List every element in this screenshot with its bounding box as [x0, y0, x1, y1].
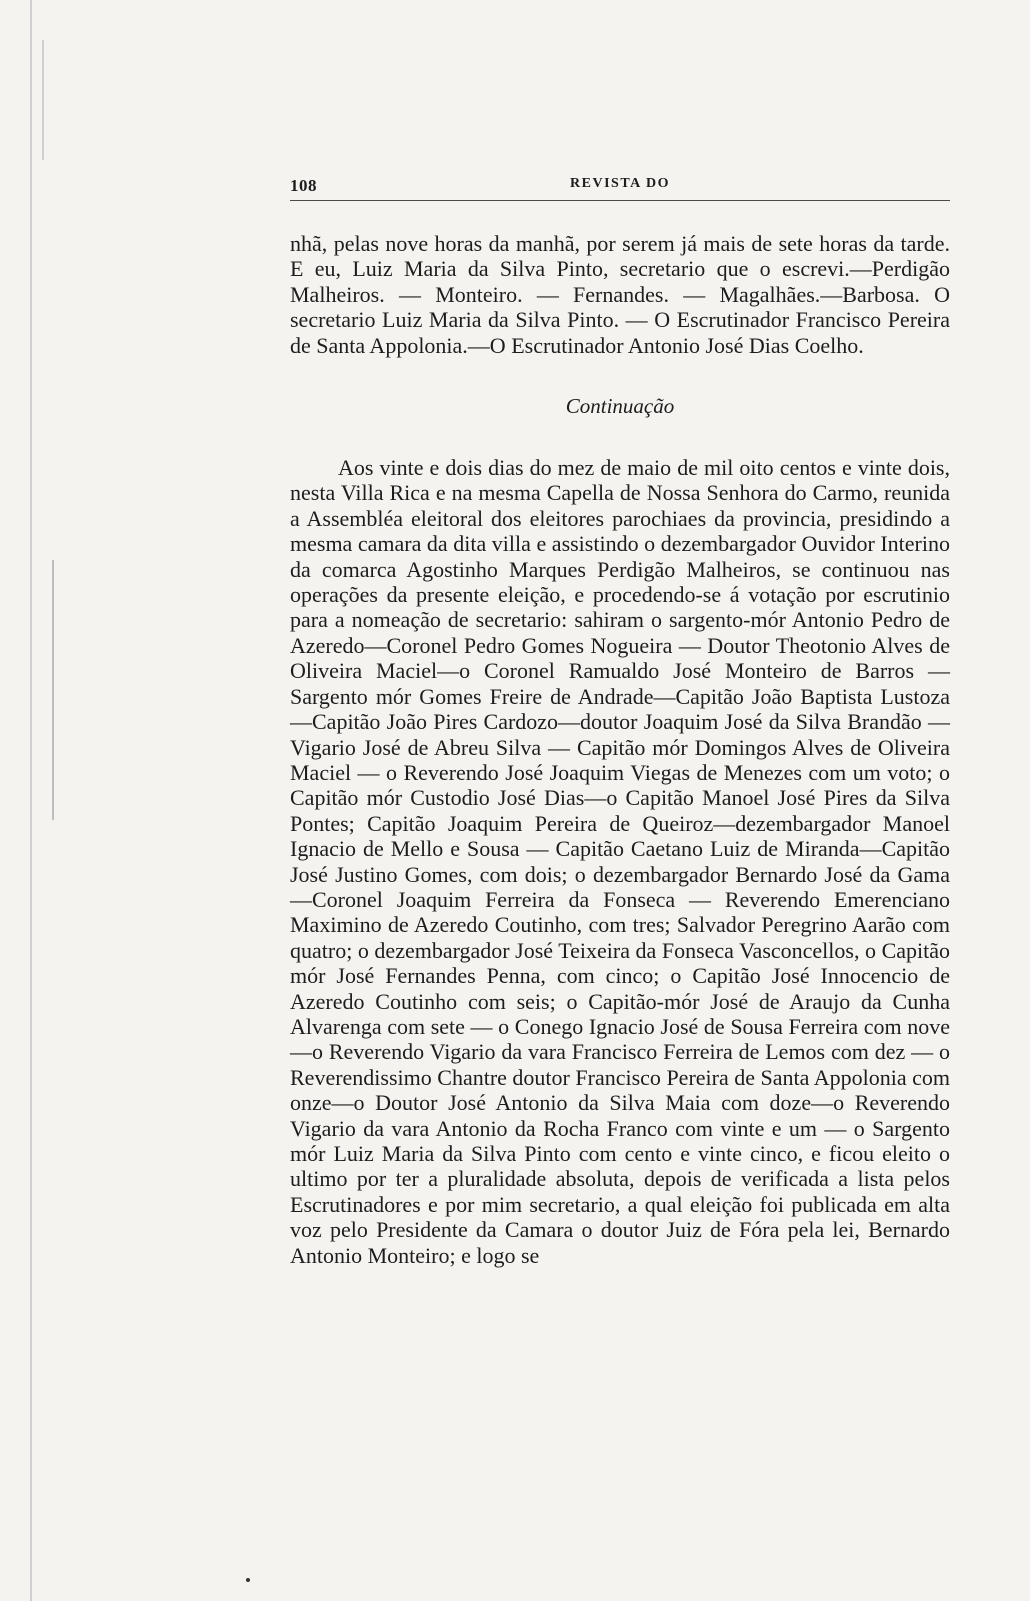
speck-mark — [246, 1578, 250, 1582]
paragraph-continuation: Aos vinte e dois dias do mez de maio de mil oito centos e vinte dois, nesta Villa Rica e na mesma Capella de Nossa Senhora do Carmo, reunida a Assembléa eleitoral dos eleitores parochiaes da provincia, presidindo a mesma camara da dita villa e assistindo o dezembargador Ouvidor Interino da comarca Agostinho Marques Perdigão Malheiros, se continuou nas operações da presente eleição, e procedendo-se á votação por escrutinio para a nomeação de secretario: sahiram o sargento-mór Antonio Pedro de Azeredo—Coronel Pedro Gomes Nogueira — Doutor Theotonio Alves de Oliveira Maciel—o Coronel Ramualdo José Monteiro de Barros — Sargento mór Gomes Freire de Andrade—Capitão João Baptista Lustoza—Capitão João Pires Cardozo—doutor Joaquim José da Silva Brandão — Vigario José de Abreu Silva — Capitão mór Domingos Alves de Oliveira Maciel — o Reverendo José Joaquim Viegas de Menezes com um voto; o Capitão mór Custodio José Dias—o Capitão Manoel José Pires da Silva Pontes; Capitão Joaquim Pereira de Queiroz—dezembargador Manoel Ignacio de Mello e Sousa — Capitão Caetano Luiz de Miranda—Capitão José Justino Gomes, com dois; o dezembargador Bernardo José da Gama—Coronel Joaquim Ferreira da Fonseca — Reverendo Emerenciano Maximino de Azeredo Coutinho, com tres; Salvador Peregrino Aarão com quatro; o dezembargador José Teixeira da Fonseca Vasconcellos, o Capitão mór José Fernandes Penna, com cinco; o Capitão José Innocencio de Azeredo Coutinho com seis; o Capitão-mór José de Araujo da Cunha Alvarenga com sete — o Conego Ignacio José de Sousa Ferreira com nove—o Reverendo Vigario da vara Francisco Ferreira de Lemos com dez — o Reverendissimo Chantre doutor Francisco Pereira de Santa Appolonia com onze—o Doutor José Antonio da Silva Maia com doze—o Reverendo Vigario da vara Antonio da Rocha Franco com vinte e um — o Sargento mór Luiz Maria da Silva Pinto com cento e vinte cinco, e ficou eleito o ultimo por ter a pluralidade absoluta, depois de verificada a lista pelos Escrutinadores e por mim secretario, a qual eleição foi publicada em alta voz pelo Presidente da Camara o doutor Juiz de Fóra pela lei, Bernardo Antonio Monteiro; e logo se — [290, 455, 950, 1268]
paragraph-closing-minutes: nhã, pelas nove horas da manhã, por serem já mais de sete horas da tarde. E eu, Luiz Maria da Silva Pinto, secretario que o escrevi.—Perdigão Malheiros. — Monteiro. — Fernandes. — Magalhães.—Barbosa. O secretario Luiz Maria da Silva Pinto. — O Escrutinador Francisco Pereira de Santa Appolonia.—O Escrutinador Antonio José Dias Coelho. — [290, 231, 950, 358]
section-title: Continuação — [565, 394, 675, 419]
book-page — [290, 170, 950, 1268]
page-binding-edge — [0, 0, 70, 1601]
running-title: REVISTA DO — [570, 176, 670, 191]
page-number: 108 — [290, 176, 317, 195]
running-head — [290, 170, 950, 201]
